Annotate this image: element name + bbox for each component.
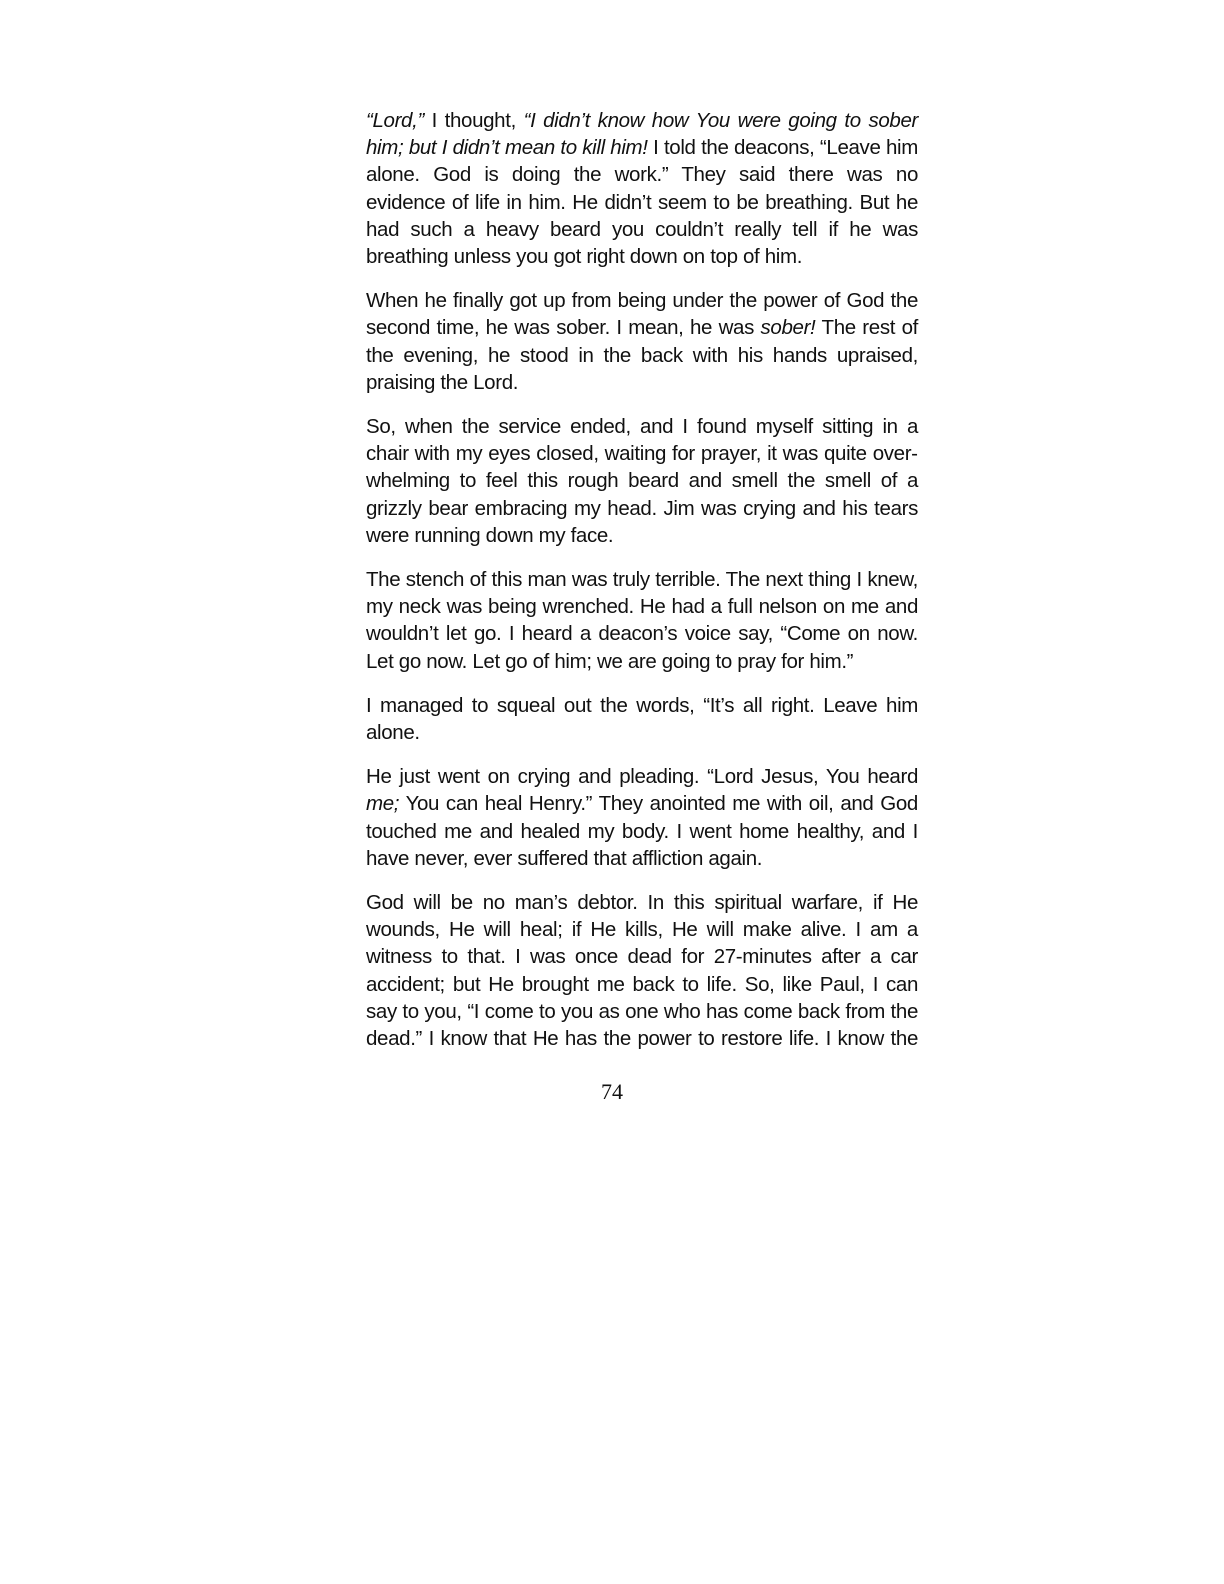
text-run: God will be no man’s debtor. In this spiritual warfare, if He wounds, He will heal; if He kills, He will make alive. I am a witness to that. I was once dead for 27-minutes after a car accident; but He brought me back to life. So, like Paul, I can say to you, “I come to you as one who has come back from the dead.” I know that He has the power to restore life. I know the <box>366 891 918 1051</box>
text-run: sober! <box>760 316 816 340</box>
paragraph <box>366 413 918 549</box>
paragraph <box>366 889 918 1052</box>
paragraph <box>366 692 918 746</box>
text-run: me; <box>366 792 400 816</box>
text-run: You can heal Henry.” They anointed me with oil, and God touched me and healed my body. I went home healthy, and I have never, ever suffered that affliction again. <box>366 792 918 870</box>
text-run: I managed to squeal out the words, “It’s all right. Leave him alone. <box>366 693 918 745</box>
text-run: “Lord,” <box>366 109 424 132</box>
text-run: I told the deacons, “Leave him alone. God is doing the work.” They said there was no evidence of life in him. He didn’t seem to be breathing. But he had such a heavy beard you couldn’t really tell if he was breathing unless you got right down on top of him. <box>366 136 918 269</box>
text-run: The stench of this man was truly terrible. The next thing I knew, my neck was being wrenched. He had a full nelson on me and wouldn’t let go. I heard a deacon’s voice say, “Come on now. Let go now. Let go of him; we are going to pray for him.” <box>366 568 918 673</box>
paragraph <box>366 566 918 675</box>
text-run: He just went on crying and pleading. “Lord Jesus, You heard <box>366 765 918 789</box>
paragraph <box>366 763 918 872</box>
paragraph <box>366 107 918 270</box>
paragraph <box>366 287 918 396</box>
text-run: So, when the service ended, and I found myself sitting in a chair with my eyes closed, waiting for prayer, it was quite overwhelming to feel this rough beard and smell the smell of a grizzly bear embracing my head. Jim was crying and his tears were running down my face. <box>366 415 918 547</box>
body-text <box>366 107 918 1052</box>
text-run: I thought, <box>423 109 524 132</box>
page-number: 74 <box>601 1079 623 1104</box>
text-run: “I didn’t know how You were going to sober him; but I didn’t mean to kill him! <box>366 109 918 160</box>
text-run: When he finally got up from being under the power of God the second time, he was sober. I mean, he was <box>366 289 918 340</box>
text-run: The rest of the evening, he stood in the back with his hands upraised, praising the Lord. <box>366 316 918 394</box>
